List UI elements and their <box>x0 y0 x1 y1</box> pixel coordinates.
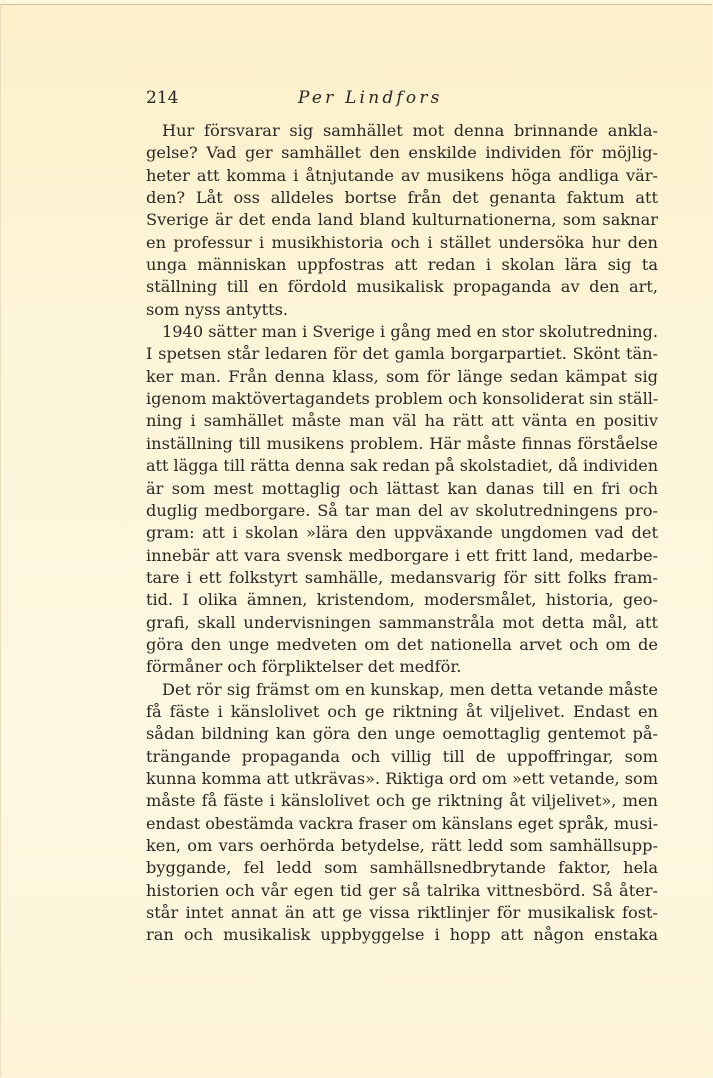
text-line: göra den unge medveten om det nationella arvet och om de <box>146 634 658 654</box>
text-line: endast obestämda vackra fraser om känslans eget språk, musi- <box>146 813 659 833</box>
text-line: tid. I olika ämnen, kristendom, modersmålet, historia, geo- <box>146 590 658 610</box>
text-line: duglig medborgare. Så tar man del av skolutredningens pro- <box>146 500 658 520</box>
text-line: Hur försvarar sig samhället mot denna brinnande ankla- <box>162 121 658 140</box>
text-line: få fäste i känslolivet och ge riktning åt viljelivet. Endast en <box>146 701 658 721</box>
text-line: ran och musikalisk uppbyggelse i hopp att någon enstaka <box>146 925 658 945</box>
text-line: tare i ett folkstyrt samhälle, medansvarig för sitt folks fram- <box>146 567 658 587</box>
text-line: unga människan uppfostras att redan i skolan lära sig ta <box>146 255 658 275</box>
page-header <box>146 88 656 112</box>
book-page <box>0 4 712 1077</box>
text-line: inställning till musikens problem. Här måste finnas förståelse <box>146 433 658 453</box>
text-line: byggande, fel ledd som samhällsnedbrytande faktor, hela <box>146 858 658 878</box>
text-line: I spetsen står ledaren för det gamla borgarpartiet. Skönt tän- <box>146 344 658 364</box>
text-line: historien och vår egen tid ger så talrika vittnesbörd. Så åter- <box>146 880 658 900</box>
text-line: måste få fäste i känslolivet och ge riktning åt viljelivet», men <box>146 791 658 811</box>
text-line: ställning till en fördold musikalisk propaganda av den art, <box>146 277 658 297</box>
running-head-author: Per Lindfors <box>298 88 443 108</box>
text-line: trängande propaganda och villig till de uppoffringar, som <box>146 746 658 766</box>
text-line: ning i samhället måste man väl ha rätt att vänta en positiv <box>146 411 658 431</box>
text-line: den? Låt oss alldeles bortse från det genanta faktum att <box>146 188 658 208</box>
text-line: står intet annat än att ge vissa riktlinjer för musikalisk fost- <box>146 903 658 923</box>
text-line: gram: att i skolan »lära den uppväxande ungdomen vad det <box>146 523 658 543</box>
text-line: förmåner och förpliktelser det medför. <box>146 657 462 677</box>
paragraph <box>146 679 658 947</box>
text-line: innebär att vara svensk medborgare i ett fritt land, medarbe- <box>146 545 658 565</box>
text-line: heter att komma i åtnjutande av musikens höga andliga vär- <box>146 165 658 185</box>
body-text <box>146 120 658 947</box>
text-line: sådan bildning kan göra den unge oemottaglig gentemot på- <box>146 724 658 744</box>
text-line: att lägga till rätta denna sak redan på skolstadiet, då individen <box>146 456 658 476</box>
text-line: Det rör sig främst om en kunskap, men detta vetande måste <box>162 679 658 699</box>
text-line: ken, om vars oerhörda betydelse, rätt ledd som samhällsupp- <box>146 836 658 855</box>
page-number: 214 <box>146 88 179 108</box>
text-line: Sverige är det enda land bland kulturnationerna, som saknar <box>146 210 658 230</box>
text-line: igenom maktövertagandets problem och konsoliderat sin ställ- <box>146 389 659 409</box>
text-line: är som mest mottaglig och lättast kan danas till en fri och <box>146 478 658 498</box>
text-line: ker man. Från denna klass, som för länge sedan kämpat sig <box>146 366 658 386</box>
text-line: en professur i musikhistoria och i stället undersöka hur den <box>146 232 658 252</box>
text-line: gelse? Vad ger samhället den enskilde individen för möjlig- <box>146 143 658 163</box>
text-line: grafi, skall undervisningen sammanstråla mot detta mål, att <box>146 612 658 632</box>
paragraph <box>146 120 658 321</box>
text-line: 1940 sätter man i Sverige i gång med en stor skolutredning. <box>162 322 659 342</box>
text-line: som nyss antytts. <box>146 299 289 319</box>
text-line: kunna komma att utkrävas». Riktiga ord om »ett vetande, som <box>146 768 659 788</box>
paragraph <box>146 321 658 679</box>
